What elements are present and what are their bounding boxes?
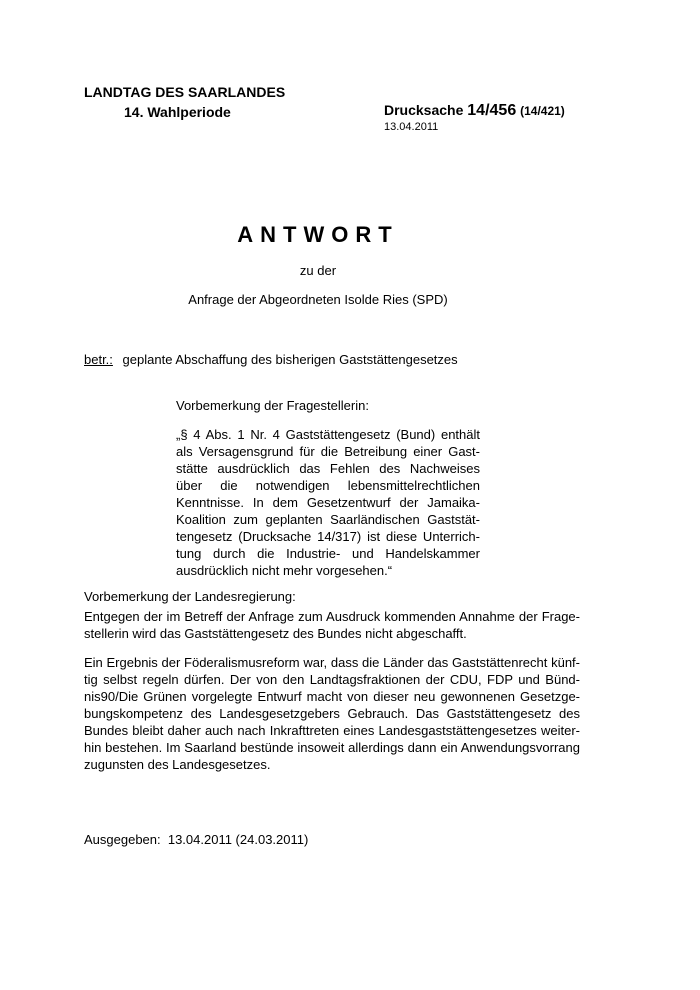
remark-line: als Versagensgrund für die Betreibung einer Gast- [176, 444, 480, 459]
subject-label: betr.: [84, 352, 113, 367]
remark-line: über die notwendigen lebensmittelrechtlichen [176, 478, 480, 493]
remark-line: tung durch die Industrie- und Handelskammer [176, 546, 480, 561]
government-paragraph-1 [84, 608, 580, 642]
paragraph-line: tig selbst regeln dürfen. Der von den Landtagsfraktionen der CDU, FDP und Bünd- [84, 672, 580, 687]
government-remark-heading: Vorbemerkung der Landesregierung: [84, 589, 296, 604]
document-prefix: Drucksache [384, 102, 464, 118]
document-date: 13.04.2011 [384, 121, 439, 133]
document-number [384, 102, 565, 120]
paragraph-line: hin bestehen. Im Saarland bestünde insoweit allerdings dann ein Anwendungsvorrang [84, 740, 580, 755]
remark-line: stätte ausdrücklich das Fehlen des Nachweises [176, 461, 480, 476]
page-title: ANTWORT [237, 222, 399, 247]
remark-line: ausdrücklich nicht mehr vorgesehen.“ [176, 563, 393, 578]
paragraph-line: nis90/Die Grünen vorgelegte Entwurf macht von dieser neu gewonnenen Gesetzge- [84, 689, 580, 704]
paragraph-line: Entgegen der im Betreff der Anfrage zum Ausdruck kommenden Annahme der Frage- [84, 609, 580, 624]
subtitle-zu-der: zu der [299, 263, 337, 278]
legislative-period: 14. Wahlperiode [124, 104, 231, 120]
subtitle-inquiry: Anfrage der Abgeordneten Isolde Ries (SPD) [188, 292, 448, 307]
parliament-name: LANDTAG DES SAARLANDES [84, 84, 286, 100]
questioner-remark-body [176, 426, 480, 579]
paragraph-line: Ein Ergebnis der Föderalismusreform war, dass die Länder das Gaststättenrecht künf- [84, 655, 580, 670]
questioner-remark-heading: Vorbemerkung der Fragestellerin: [176, 398, 369, 413]
remark-line: Kenntnisse. In dem Gesetzentwurf der Jamaika- [176, 495, 480, 510]
paragraph-line: bungskompetenz des Landesgesetzgebers Gebrauch. Das Gaststättengesetz des [84, 706, 580, 721]
paragraph-line: stellerin wird das Gaststättengesetz des Bundes nicht abgeschafft. [84, 626, 467, 641]
paragraph-line: zugunsten des Landesgesetzes. [84, 757, 271, 772]
subject-line [84, 351, 458, 368]
remark-line: „§ 4 Abs. 1 Nr. 4 Gaststättengesetz (Bund) enthält [176, 427, 480, 442]
remark-line: tengesetz (Drucksache 14/317) ist diese Unterrich- [176, 529, 480, 544]
remark-line: Koalition zum geplanten Saarländischen Gaststät- [176, 512, 480, 527]
subject-text: geplante Abschaffung des bisherigen Gaststättengesetzes [122, 352, 458, 367]
document-number-value: 14/456 [467, 102, 517, 119]
government-paragraph-2 [84, 654, 580, 773]
issued-date: Ausgegeben: 13.04.2011 (24.03.2011) [84, 832, 309, 847]
paragraph-line: Bundes bleibt daher auch nach Inkrafttreten eines Landesgaststättengesetzes weiter- [84, 723, 580, 738]
document-old-number: (14/421) [520, 104, 565, 118]
